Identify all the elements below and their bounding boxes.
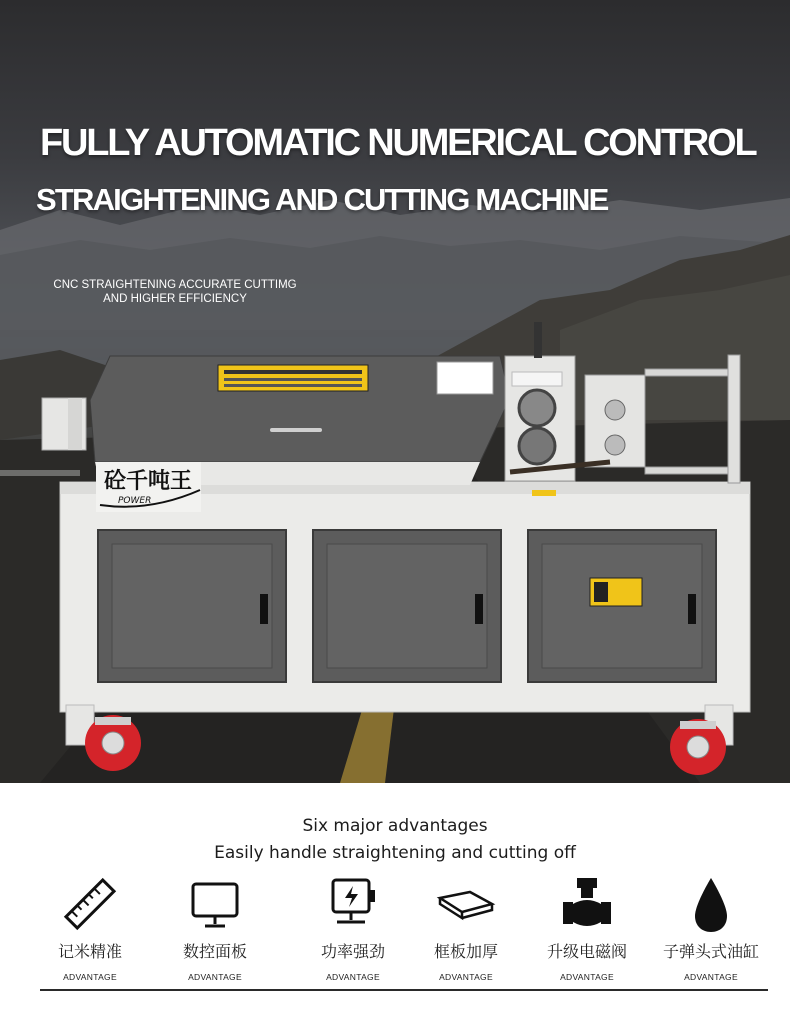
thick-plate-icon	[436, 874, 496, 934]
advantage-caption: ADVANTAGE	[439, 972, 493, 982]
hero-title-line1: FULLY AUTOMATIC NUMERICAL CONTROL	[40, 122, 756, 164]
cabinet-door-middle	[313, 530, 501, 682]
cabinet-door-left	[98, 530, 286, 682]
advantage-caption: ADVANTAGE	[560, 972, 614, 982]
ruler-icon	[60, 874, 120, 934]
advantages-heading: Six major advantages	[302, 816, 488, 836]
hero-subtitle-line2: AND HIGHER EFFICIENCY	[103, 293, 247, 305]
advantage-label: 记米精准	[57, 942, 122, 961]
monitor-icon	[185, 874, 245, 934]
advantage-caption: ADVANTAGE	[684, 972, 738, 982]
cabinet-door-right	[528, 530, 716, 682]
advantage-label: 升级电磁阀	[546, 942, 627, 961]
oil-drop-icon	[681, 874, 741, 934]
advantages-subheading: Easily handle straightening and cutting off	[214, 843, 576, 863]
advantage-label: 数控面板	[182, 942, 247, 961]
power-computer-icon	[323, 874, 383, 934]
bottom-divider	[40, 989, 768, 991]
svg-text:砼千吨王: 砼千吨王	[104, 468, 193, 494]
hero-subtitle-line1: CNC STRAIGHTENING ACCURATE CUTTIMG	[53, 279, 297, 291]
advantage-label: 子弹头式油缸	[662, 942, 759, 961]
advantage-label: 框板加厚	[433, 942, 498, 961]
brand-mark: POWER	[118, 496, 152, 506]
hero-title-line2: STRAIGHTENING AND CUTTING MACHINE	[36, 182, 608, 217]
solenoid-valve-icon	[557, 874, 617, 934]
advantage-caption: ADVANTAGE	[326, 972, 380, 982]
caster-wheel-right	[670, 719, 726, 775]
advantage-caption: ADVANTAGE	[188, 972, 242, 982]
advantage-label: 功率强劲	[320, 942, 385, 961]
caster-wheel-left	[85, 715, 141, 771]
advantage-caption: ADVANTAGE	[63, 972, 117, 982]
